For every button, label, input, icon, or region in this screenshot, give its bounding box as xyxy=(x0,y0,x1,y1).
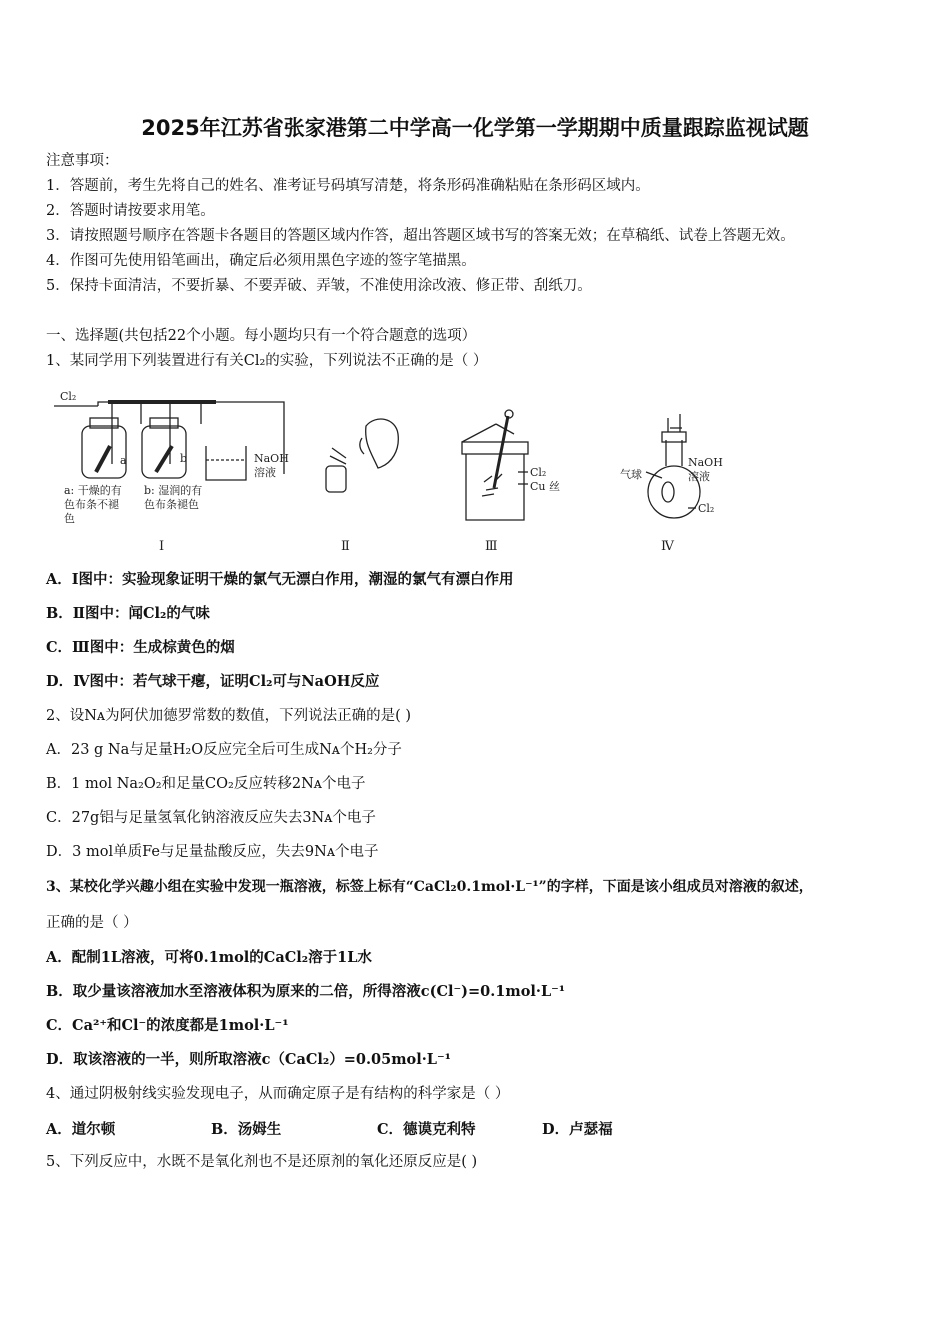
notice-item-4: 4．作图可先使用铅笔画出，确定后必须用黑色字迹的签字笔描黑。 xyxy=(46,253,476,269)
fig-roman-i: Ⅰ xyxy=(159,539,165,554)
fig-roman-iii: Ⅲ xyxy=(485,539,498,554)
fig-naoh: NaOH xyxy=(254,452,289,465)
q3-stem-1: 3、某校化学兴趣小组在实验中发现一瓶溶液，标签上标有“CaCl₂0.1mol·L⁻¹”的字样，下面是该小组成员对溶液的叙述， xyxy=(46,879,813,895)
fig-b-caption-2: 色布条褪色 xyxy=(144,498,199,511)
notice-item-3: 3．请按照题号顺序在答题卡各题目的答题区域内作答，超出答题区域书写的答案无效；在草稿纸、试卷上答题无效。 xyxy=(46,228,795,244)
q1-apparatus-figure xyxy=(46,384,746,559)
fig-cl2-jar: Cl₂ xyxy=(530,466,547,479)
notice-item-1: 1．答题前，考生先将自己的姓名、准考证号码填写清楚，将条形码准确粘贴在条形码区域内。 xyxy=(46,178,650,194)
q4-option-b: B．汤姆生 xyxy=(211,1121,282,1138)
fig-label-b: b xyxy=(180,452,188,465)
q1-option-d: D．Ⅳ图中：若气球干瘪，证明Cl₂可与NaOH反应 xyxy=(46,673,380,690)
q2-stem: 2、设Nᴀ为阿伏加德罗常数的数值，下列说法正确的是( ) xyxy=(46,708,412,724)
q3-option-c: C．Ca²⁺和Cl⁻的浓度都是1mol·L⁻¹ xyxy=(46,1017,289,1034)
fig-roman-ii: Ⅱ xyxy=(341,539,350,554)
notice-heading: 注意事项： xyxy=(46,153,119,169)
q3-option-d: D．取该溶液的一半，则所取溶液c（CaCl₂）=0.05mol·L⁻¹ xyxy=(46,1051,451,1068)
fig-solution: 溶液 xyxy=(254,466,276,479)
fig-balloon: 气球 xyxy=(620,468,642,481)
fig-b-caption-1: b: 湿润的有 xyxy=(144,484,203,497)
q3-option-b: B．取少量该溶液加水至溶液体积为原来的二倍，所得溶液c(Cl⁻)=0.1mol·L⁻¹ xyxy=(46,983,566,1000)
q2-option-a: A．23 g Na与足量H₂O反应完全后可生成Nᴀ个H₂分子 xyxy=(46,742,402,758)
section-heading: 一、选择题(共包括22个小题。每小题均只有一个符合题意的选项） xyxy=(46,328,477,344)
q3-stem-2: 正确的是（ ） xyxy=(46,915,138,931)
q4-option-a: A．道尔顿 xyxy=(46,1121,116,1138)
q1-option-a: A．Ⅰ图中：实验现象证明干燥的氯气无漂白作用，潮湿的氯气有漂白作用 xyxy=(46,571,514,588)
q1-option-c: C．Ⅲ图中：生成棕黄色的烟 xyxy=(46,639,235,656)
q2-option-d: D．3 mol单质Fe与足量盐酸反应，失去9Nᴀ个电子 xyxy=(46,844,379,860)
q3-option-a: A．配制1L溶液，可将0.1mol的CaCl₂溶于1L水 xyxy=(46,949,372,966)
fig-a-caption-3: 色 xyxy=(64,512,75,525)
fig-a-caption-2: 色布条不褪 xyxy=(64,498,119,511)
fig-cu-wire: Cu 丝 xyxy=(530,480,560,493)
q4-option-c: C．德谟克利特 xyxy=(377,1121,476,1138)
q4-stem: 4、通过阴极射线实验发现电子，从而确定原子是有结构的科学家是（ ） xyxy=(46,1086,510,1102)
fig-a-caption-1: a: 干燥的有 xyxy=(64,484,122,497)
notice-item-5: 5．保持卡面清洁，不要折暴、不要弄破、弄皱，不准使用涂改液、修正带、刮纸刀。 xyxy=(46,278,592,294)
fig-label-a: a xyxy=(120,454,127,467)
fig-cl2-flask: Cl₂ xyxy=(698,502,715,515)
page-title: 2025年江苏省张家港第二中学高一化学第一学期期中质量跟踪监视试题 xyxy=(141,116,809,140)
q1-stem: 1、某同学用下列装置进行有关Cl₂的实验，下列说法不正确的是（ ） xyxy=(46,353,488,369)
fig-cl2-inlet: Cl₂ xyxy=(60,390,77,403)
notice-item-2: 2．答题时请按要求用笔。 xyxy=(46,203,215,219)
fig-roman-iv: Ⅳ xyxy=(661,539,674,554)
q2-option-c: C．27g铝与足量氢氧化钠溶液反应失去3Nᴀ个电子 xyxy=(46,810,376,826)
q1-option-b: B．Ⅱ图中：闻Cl₂的气味 xyxy=(46,605,210,622)
q5-stem: 5、下列反应中，水既不是氧化剂也不是还原剂的氧化还原反应是( ) xyxy=(46,1154,478,1170)
q2-option-b: B．1 mol Na₂O₂和足量CO₂反应转移2Nᴀ个电子 xyxy=(46,776,366,792)
fig-naoh-2: NaOH xyxy=(688,456,723,469)
fig-solution-2: 溶液 xyxy=(688,470,710,483)
q4-option-d: D．卢瑟福 xyxy=(542,1121,613,1138)
